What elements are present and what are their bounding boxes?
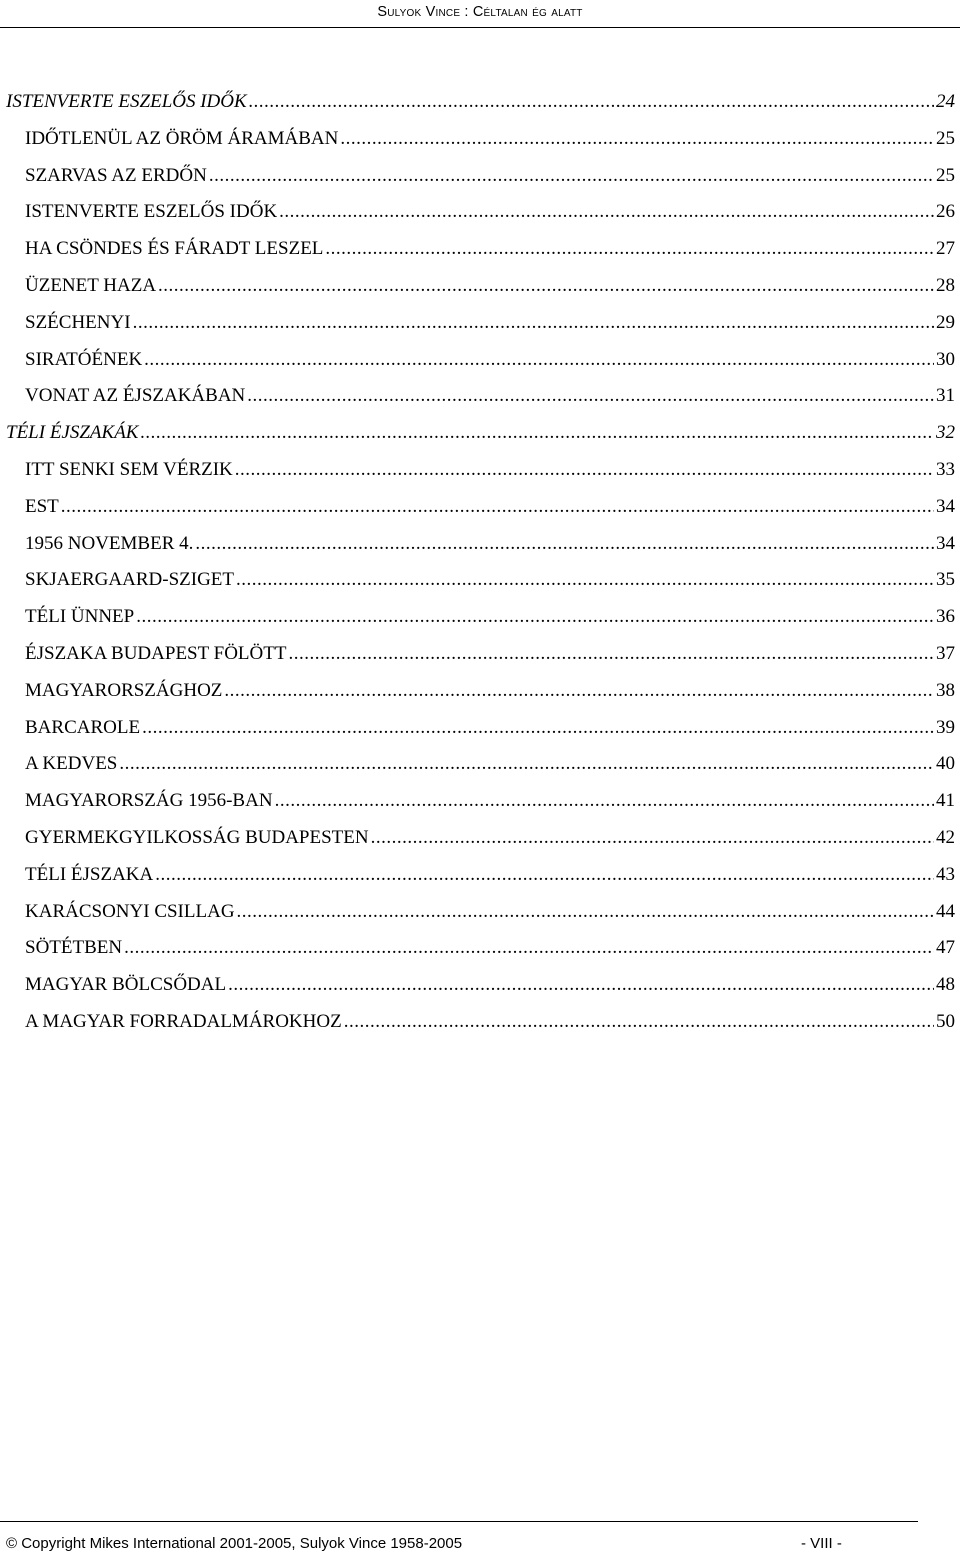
toc-entry-title: VONAT AZ ÉJSZAKÁBAN (25, 385, 246, 407)
toc-entry-title: HA CSÖNDES ÉS FÁRADT LESZEL (25, 238, 324, 260)
toc-entry-page: 34 (936, 495, 955, 517)
toc-entry-page: 44 (936, 900, 955, 922)
running-header (0, 4, 960, 20)
toc-entry[interactable] (0, 489, 960, 526)
header-title: Sulyok Vince : Céltalan ég alatt (377, 4, 583, 20)
toc-entry[interactable] (0, 378, 960, 415)
toc-dot-leader (142, 710, 934, 747)
toc-entry-title: SZÉCHENYI (25, 311, 131, 333)
toc-entry-title: GYERMEKGYILKOSSÁG BUDAPESTEN (25, 826, 369, 848)
toc-entry-page: 24 (936, 91, 955, 112)
toc-entry[interactable] (0, 710, 960, 747)
toc-entry[interactable] (0, 599, 960, 636)
toc-dot-leader (155, 857, 934, 894)
toc-entry[interactable] (0, 562, 960, 599)
toc-section-entry[interactable] (0, 84, 960, 121)
toc-entry[interactable] (0, 231, 960, 268)
toc-entry-title: MAGYARORSZÁGHOZ (25, 679, 223, 701)
toc-entry-page: 25 (936, 127, 955, 149)
toc-entry-title: TÉLI ÉJSZAKA (25, 863, 154, 885)
toc-dot-leader (133, 305, 934, 342)
toc-entry[interactable] (0, 121, 960, 158)
toc-entry-title: ITT SENKI SEM VÉRZIK (25, 458, 233, 480)
toc-entry-page: 41 (936, 790, 955, 812)
toc-entry-title: IDŐTLENÜL AZ ÖRÖM ÁRAMÁBAN (25, 127, 339, 149)
toc-entry-title: A KEDVES (25, 753, 118, 775)
toc-entry-page: 31 (936, 385, 955, 407)
toc-entry[interactable] (0, 194, 960, 231)
toc-dot-leader (158, 268, 934, 305)
toc-dot-leader (275, 783, 934, 820)
toc-entry-page: 32 (936, 422, 955, 444)
toc-dot-leader (249, 84, 934, 121)
header-divider (0, 27, 960, 28)
toc-entry-title: SIRATÓÉNEK (25, 348, 143, 370)
toc-entry[interactable] (0, 894, 960, 931)
toc-entry[interactable] (0, 452, 960, 489)
copyright-notice: © Copyright Mikes International 2001-2005, Sulyok Vince 1958-2005 (6, 1535, 463, 1552)
toc-entry-page: 39 (936, 716, 955, 738)
toc-entry-title: BARCAROLE (25, 716, 141, 738)
toc-entry-title: SÖTÉTBEN (25, 937, 123, 959)
toc-entry-page: 48 (936, 974, 955, 996)
table-of-contents (0, 84, 960, 1041)
toc-entry-title: EST (25, 495, 59, 517)
toc-entry[interactable] (0, 526, 960, 563)
toc-entry-title: TÉLI ÜNNEP (25, 606, 135, 628)
footer-divider (0, 1521, 918, 1522)
page-number: - VIII - (801, 1535, 842, 1552)
toc-entry[interactable] (0, 268, 960, 305)
toc-entry-title: KARÁCSONYI CSILLAG (25, 900, 235, 922)
toc-dot-leader (325, 231, 934, 268)
toc-entry[interactable] (0, 820, 960, 857)
toc-entry-page: 25 (936, 164, 955, 186)
toc-entry-page: 34 (936, 532, 955, 554)
toc-entry-title: ISTENVERTE ESZELŐS IDŐK (6, 91, 247, 112)
toc-dot-leader (288, 636, 934, 673)
toc-entry-page: 28 (936, 274, 955, 296)
toc-dot-leader (371, 820, 934, 857)
toc-entry-page: 40 (936, 753, 955, 775)
toc-entry-page: 43 (936, 863, 955, 885)
toc-entry[interactable] (0, 746, 960, 783)
toc-entry[interactable] (0, 930, 960, 967)
toc-entry-page: 42 (936, 826, 955, 848)
toc-entry-page: 29 (936, 311, 955, 333)
toc-entry-title: SKJAERGAARD-SZIGET (25, 569, 234, 591)
toc-dot-leader (195, 526, 934, 563)
toc-entry-page: 47 (936, 937, 955, 959)
toc-dot-leader (344, 1004, 934, 1041)
toc-entry-page: 30 (936, 348, 955, 370)
toc-entry[interactable] (0, 673, 960, 710)
toc-entry[interactable] (0, 342, 960, 379)
toc-entry-title: MAGYAR BÖLCSŐDAL (25, 974, 227, 996)
toc-entry[interactable] (0, 305, 960, 342)
toc-entry-title: A MAGYAR FORRADALMÁROKHOZ (25, 1010, 342, 1032)
toc-dot-leader (279, 194, 934, 231)
toc-dot-leader (119, 746, 934, 783)
toc-dot-leader (224, 673, 934, 710)
toc-dot-leader (61, 489, 934, 526)
toc-dot-leader (124, 930, 934, 967)
toc-entry-page: 33 (936, 458, 955, 480)
toc-dot-leader (136, 599, 934, 636)
toc-entry-page: 38 (936, 679, 955, 701)
toc-section-entry[interactable] (0, 415, 960, 452)
toc-dot-leader (247, 378, 934, 415)
toc-dot-leader (228, 967, 934, 1004)
toc-entry-page: 27 (936, 238, 955, 260)
toc-entry-page: 36 (936, 606, 955, 628)
toc-entry[interactable] (0, 783, 960, 820)
toc-entry-title: ISTENVERTE ESZELŐS IDŐK (25, 201, 278, 223)
toc-entry[interactable] (0, 857, 960, 894)
toc-entry-title: MAGYARORSZÁG 1956-BAN (25, 790, 273, 812)
toc-entry-title: ÉJSZAKA BUDAPEST FÖLÖTT (25, 642, 287, 664)
toc-entry-title: TÉLI ÉJSZAKÁK (6, 422, 139, 444)
toc-dot-leader (235, 452, 934, 489)
toc-dot-leader (140, 415, 934, 452)
toc-dot-leader (209, 158, 934, 195)
toc-entry[interactable] (0, 636, 960, 673)
toc-entry-title: 1956 NOVEMBER 4. (25, 532, 194, 554)
toc-entry-page: 26 (936, 201, 955, 223)
toc-entry[interactable] (0, 1004, 960, 1041)
toc-dot-leader (340, 121, 934, 158)
toc-dot-leader (144, 342, 934, 379)
toc-entry-page: 35 (936, 569, 955, 591)
toc-entry-page: 50 (936, 1010, 955, 1032)
toc-entry[interactable] (0, 967, 960, 1004)
toc-entry[interactable] (0, 158, 960, 195)
toc-entry-title: SZARVAS AZ ERDŐN (25, 164, 207, 186)
toc-dot-leader (237, 894, 934, 931)
toc-entry-page: 37 (936, 642, 955, 664)
toc-dot-leader (236, 562, 934, 599)
toc-entry-title: ÜZENET HAZA (25, 274, 157, 296)
